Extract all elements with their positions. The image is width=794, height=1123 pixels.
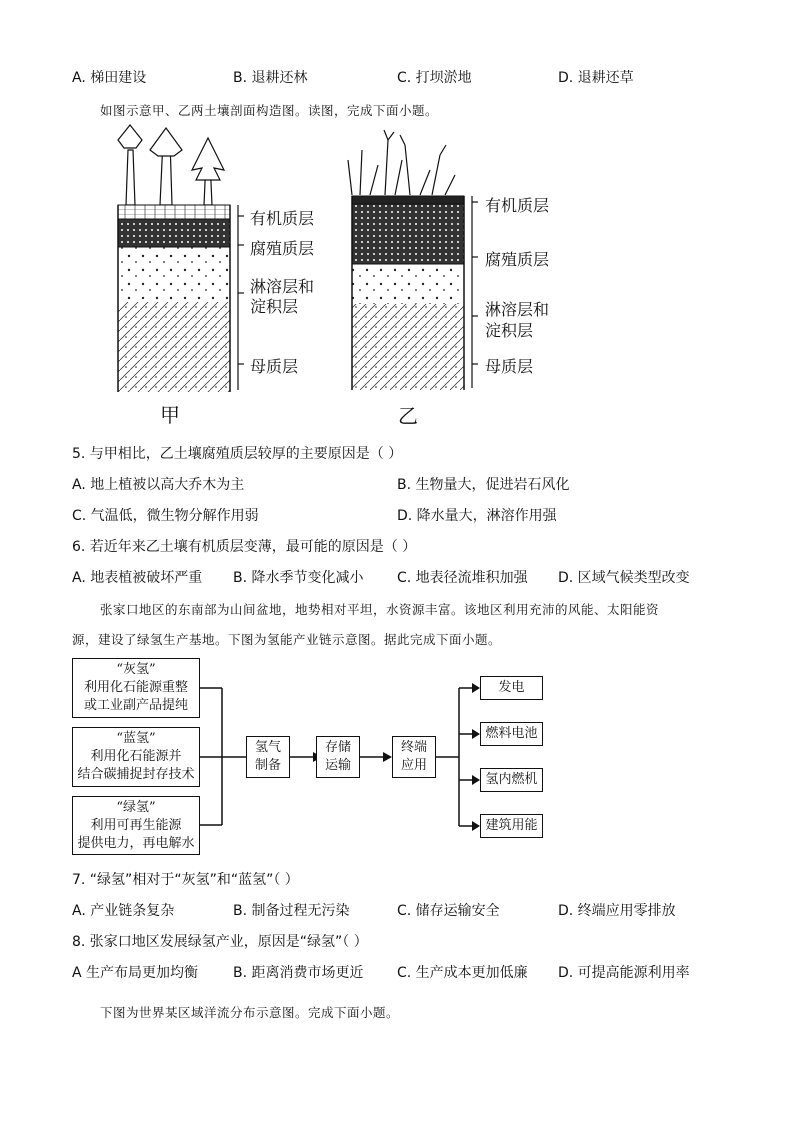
flow-terminal: 终端 应用 (392, 736, 436, 778)
q7-option-b: B. 制备过程无污染 (233, 903, 350, 919)
q5-option-a: A. 地上植被以高大乔木为主 (72, 477, 245, 493)
q5-stem: 5. 与甲相比，乙土壤腐殖质层较厚的主要原因是（ ） (72, 446, 403, 462)
q7-option-a: A. 产业链条复杂 (72, 903, 175, 919)
flow-green-hydrogen: “绿氢” 利用可再生能源 提供电力，再电解水 (72, 796, 200, 855)
yi-label-organic: 有机质层 (485, 196, 550, 215)
yi-label-illuvial: 淀积层 (485, 321, 534, 340)
yi-grass (348, 130, 455, 195)
jia-trees (118, 125, 224, 205)
flow-blue-hydrogen: “蓝氢” 利用化石能源并 结合碳捕捉封存技术 (72, 727, 200, 787)
q6-option-c: C. 地表径流堆积加强 (397, 570, 528, 586)
yi-caption: 乙 (398, 404, 418, 428)
intro-hydrogen-line2: 源，建设了绿氢生产基地。下图为氢能产业链示意图。据此完成下面小题。 (72, 632, 502, 647)
flow-use-fuel-cell: 燃料电池 (480, 722, 543, 746)
flow-use-building: 建筑用能 (480, 814, 543, 838)
flow-storage: 存储 运输 (316, 736, 360, 778)
jia-caption: 甲 (160, 403, 180, 427)
intro-hydrogen-line1: 张家口地区的东南部为山间盆地，地势相对平坦，水资源丰富。该地区利用充沛的风能、太阳能资 (100, 602, 660, 617)
flow-preparation: 氢气 制备 (246, 736, 290, 778)
q4-option-d: D. 退耕还草 (558, 70, 634, 86)
intro-soil: 如图示意甲、乙两土壤剖面构造图。读图，完成下面小题。 (100, 103, 439, 118)
q7-stem: 7. “绿氢”相对于“灰氢”和“蓝氢”（ ） (72, 872, 299, 888)
q8-option-b: B. 距离消费市场更近 (233, 965, 364, 981)
q4-option-a: A. 梯田建设 (72, 70, 147, 86)
q5-option-d: D. 降水量大，淋溶作用强 (397, 508, 557, 524)
yi-label-eluvial: 淋溶层和 (485, 300, 550, 319)
q4-option-c: C. 打坝淤地 (397, 70, 472, 86)
jia-label-illuvial: 淀积层 (250, 297, 299, 316)
q4-option-b: B. 退耕还林 (233, 70, 308, 86)
q6-stem: 6. 若近年来乙土壤有机质层变薄，最可能的原因是（ ） (72, 539, 417, 555)
intro-currents: 下图为世界某区域洋流分布示意图。完成下面小题。 (100, 1005, 400, 1020)
q7-option-c: C. 储存运输安全 (397, 903, 500, 919)
q6-option-d: D. 区域气候类型改变 (558, 570, 690, 586)
jia-label-organic: 有机质层 (250, 209, 315, 228)
q6-option-a: A. 地表植被破坏严重 (72, 570, 203, 586)
flow-use-power: 发电 (480, 676, 543, 700)
jia-label-eluvial: 淋溶层和 (250, 277, 315, 296)
q5-option-c: C. 气温低，微生物分解作用弱 (72, 508, 259, 524)
q8-option-c: C. 生产成本更加低廉 (397, 965, 528, 981)
yi-label-humus: 腐殖质层 (485, 250, 550, 269)
jia-label-parent: 母质层 (250, 357, 299, 376)
q7-option-d: D. 终端应用零排放 (558, 903, 676, 919)
jia-label-humus: 腐殖质层 (250, 239, 315, 258)
q6-option-b: B. 降水季节变化减小 (233, 570, 364, 586)
flow-gray-hydrogen: “灰氢” 利用化石能源重整 或工业副产品提纯 (72, 658, 200, 718)
q5-option-b: B. 生物量大，促进岩石风化 (397, 477, 570, 493)
q8-option-d: D. 可提高能源利用率 (558, 965, 690, 981)
yi-label-parent: 母质层 (485, 357, 534, 376)
q8-stem: 8. 张家口地区发展绿氢产业，原因是“绿氢”（ ） (72, 934, 368, 950)
q8-option-a: A 生产布局更加均衡 (72, 965, 199, 981)
flow-use-engine: 氢内燃机 (480, 768, 543, 792)
